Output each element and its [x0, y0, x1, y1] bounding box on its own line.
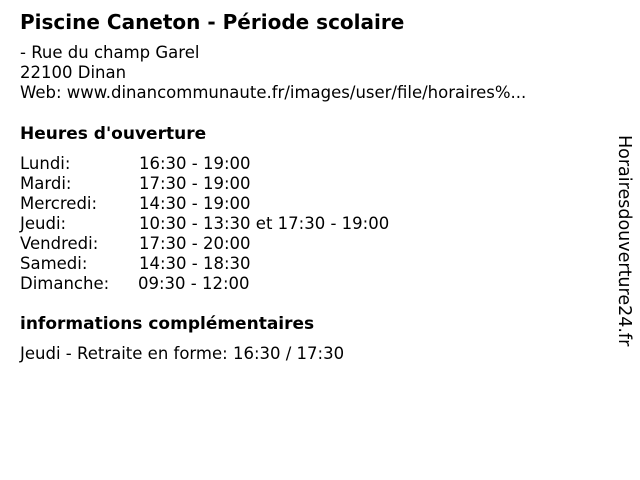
hours-day-label: Samedi:: [20, 254, 88, 273]
additional-info-text: Jeudi - Retraite en forme: 16:30 / 17:30: [20, 344, 345, 363]
hours-time-value: 10:30 - 13:30 et 17:30 - 19:00: [139, 214, 390, 233]
hours-day-label: Dimanche:: [20, 274, 110, 293]
site-watermark: Horairesdouverture24.fr: [614, 135, 634, 347]
hours-time-value: 14:30 - 18:30: [139, 254, 251, 273]
opening-hours-heading: Heures d'ouverture: [20, 124, 207, 144]
page-title: Piscine Caneton - Période scolaire: [20, 10, 405, 34]
hours-time-value: 09:30 - 12:00: [138, 274, 250, 293]
hours-day-label: Jeudi:: [20, 214, 67, 233]
hours-time-value: 16:30 - 19:00: [139, 154, 251, 173]
hours-day-label: Vendredi:: [20, 234, 99, 253]
address-web[interactable]: Web: www.dinancommunaute.fr/images/user/file/horaires%...: [20, 83, 527, 102]
additional-info-heading: informations complémentaires: [20, 314, 315, 334]
hours-time-value: 17:30 - 19:00: [139, 174, 251, 193]
hours-day-label: Mercredi:: [20, 194, 98, 213]
address-city: 22100 Dinan: [20, 63, 127, 82]
address-street: - Rue du champ Garel: [20, 43, 200, 62]
hours-day-label: Lundi:: [20, 154, 71, 173]
hours-time-value: 17:30 - 20:00: [139, 234, 251, 253]
hours-day-label: Mardi:: [20, 174, 72, 193]
address-block: [20, 43, 526, 103]
hours-time-value: 14:30 - 19:00: [139, 194, 251, 213]
